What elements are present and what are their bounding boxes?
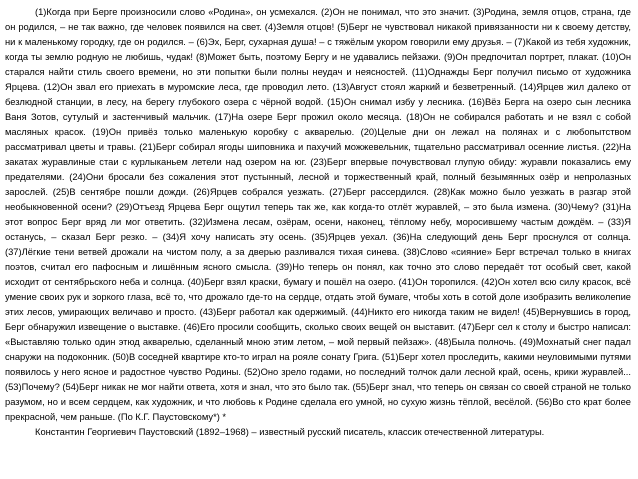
document-page: [5, 5, 631, 475]
author-footnote: Константин Георгиевич Паустовский (1892–1968) – известный русский писатель, классик отечественной литературы.: [35, 427, 545, 437]
story-text: (1)Когда при Берге произносили слово «Родина», он усмехался. (2)Он не понимал, что это значит. (3)Родина, земля отцов, страна, где он родился, – не так важно, где человек появился на свет. (4)Земля отцов! (5)Берг не чувствовал никакой привязанности ни к своему детству, ни к маленькому городку, где он родился. – (6)Эх, Берг, сухарная душа! – с тяжёлым укором говорили ему друзья. – (7)Какой из тебя художник, когда ты землю родную не любишь, чудак! (8)Может быть, поэтому Бергу и не удавались пейзажи. (9)Он предпочитал портрет, плакат. (10)Он старался найти стиль своего времени, но эти попытки были полны неудач и неясностей. (11)Однажды Берг получил письмо от художника Ярцева. (12)Он звал его приехать в муромские леса, где проводил лето. (13)Август стоял жаркий и безветренный. (14)Ярцев жил далеко от безлюдной станции, в лесу, на берегу глубокого озера с чёрной водой. (15)Он снимал избу у лесника. (16)Вёз Берга на озеро сын лесника Ваня Зотов, сутулый и застенчивый мальчик. (17)На озере Берг прожил около месяца. (18)Он не собирался работать и не взял с собой масляных красок. (19)Он привёз только маленькую коробку с акварелью. (20)Целые дни он лежал на полянах и с любопытством рассматривал цветы и травы. (21)Берг собирал ягоды шиповника и пахучий можжевельник, тщательно рассматривал осенние листья. (22)На закатах журавлиные стаи с курлыканьем летели над озером на юг. (23)Берг впервые почувствовал глупую обиду: журавли показались ему предателями. (24)Они бросали без сожаления этот пустынный, лесной и торжественный край, полный безымянных озёр и непролазных зарослей. (25)В сентябре пошли дожди. (26)Ярцев собрался уезжать. (27)Берг рассердился. (28)Как можно было уезжать в разгар этой необыкновенной осени? (29)Отъезд Ярцева Берг ощутил теперь так же, как когда-то отлёт журавлей, – это была измена. (30)Чему? (31)На этот вопрос Берг вряд ли мог ответить. (32)Измена лесам, озёрам, осени, наконец, тёплому небу, моросившему частым дождём. – (33)Я останусь, – сказал Берг резко. – (34)Я хочу написать эту осень. (35)Ярцев уехал. (36)На следующий день Берг проснулся от солнца. (37)Лёгкие тени ветвей дрожали на чистом полу, а за дверью разливался тихая синева. (38)Слово «сияние» Берг встречал только в книгах поэтов, считал его пафосным и лишённым ясного смысла. (39)Но теперь он понял, как точно это слово передаёт тот особый свет, какой исходит от сентябрьского неба и солнца. (40)Берг взял краски, бумагу и пошёл на озеро. (41)Он торопился. (42)Он хотел всю силу красок, всё умение своих рук и зоркого глаза, всё то, что дрожало где-то на сердце, отдать этой бумаге, чтобы хоть в сотой доле изобразить великолепие этих лесов, умирающих величаво и просто. (43)Берг работал как одержимый. (44)Никто его никогда таким не видел! (45)Вернувшись в город, Берг обнаружил извещение о выставке. (46)Его просили сообщить, сколько своих вещей он выставит. (47)Берг сел к столу и быстро написал: «Выставляю только один этюд акварелью, сделанный мною этим летом, – мой первый пейзаж». (48)Была полночь. (49)Мохнатый снег падал снаружи на подоконник. (50)В соседней квартире кто-то играл на рояле сонату Грига. (51)Берг хотел проследить, какими неуловимыми путями появилось у него ясное и радостное чувство Родины. (52)Оно зрело годами, но последний толчок дали лесной край, осень, крики журавлей... (53)Почему? (54)Берг никак не мог найти ответа, хотя и знал, что это было так. (55)Берг знал, что теперь он связан со своей страной не только разумом, но и всем сердцем, как художник, и что любовь к Родине сделала его умной, но сухую жизнь тёплой, весёлой. (56)Во сто крат более прекрасной, чем раньше. (По К.Г. Паустовскому*) *: [5, 7, 631, 422]
